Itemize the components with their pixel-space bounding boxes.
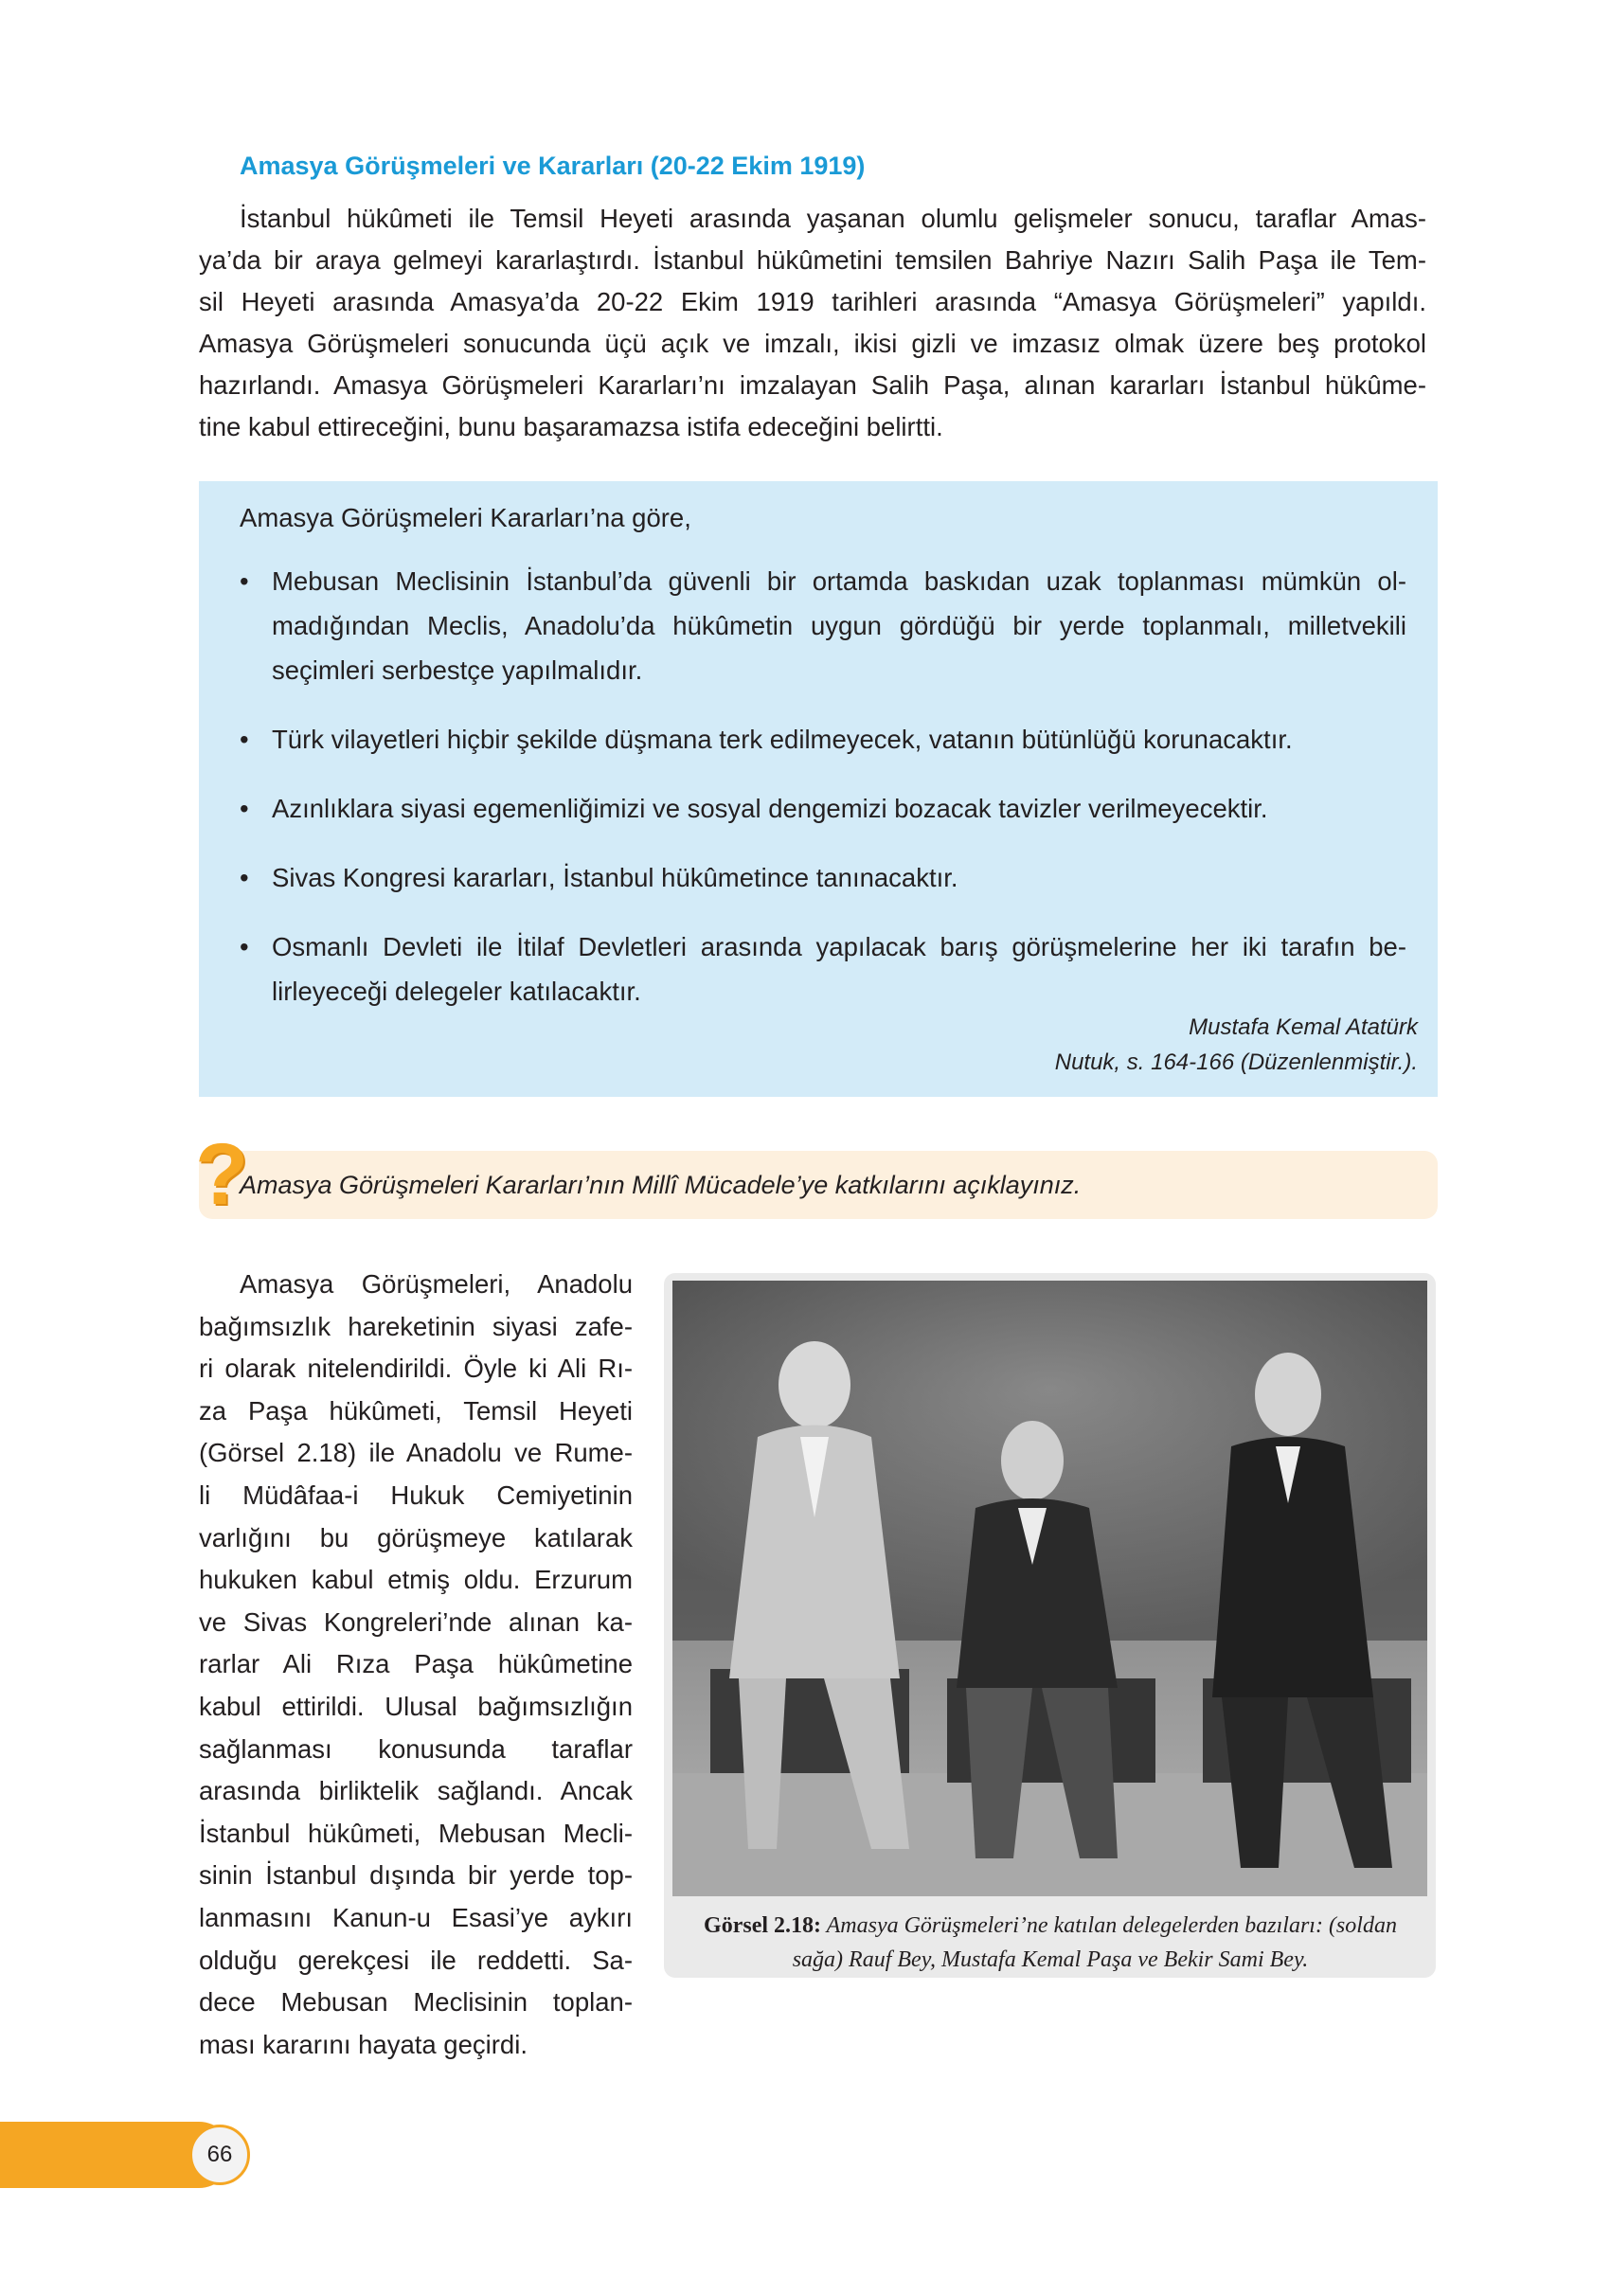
source-author: Mustafa Kemal Atatürk bbox=[1189, 1014, 1418, 1040]
page-number: 66 bbox=[189, 2125, 250, 2185]
decision-item bbox=[240, 855, 1406, 900]
caption-line-1: Amasya Görüşmeleri’ne katılan delegelerden bazıları: (soldan bbox=[826, 1913, 1397, 1938]
side-line: ri olarak nitelendirildi. Öyle ki Ali Rı- bbox=[199, 1354, 633, 1384]
side-line: hukuken kabul etmiş oldu. Erzurum bbox=[199, 1565, 633, 1595]
photo-caption bbox=[680, 1909, 1421, 1977]
side-line: İstanbul hükûmeti, Mebusan Mecli- bbox=[199, 1818, 633, 1848]
photo-illustration bbox=[672, 1281, 1427, 1896]
intro-line: hazırlandı. Amasya Görüşmeleri Kararları’nı imzalayan Salih Paşa, alınan kararları İstanbul hükûme- bbox=[199, 370, 1426, 400]
side-line: varlığını bu görüşmeye katılarak bbox=[199, 1522, 633, 1552]
decision-line: Türk vilayetleri hiçbir şekilde düşmana terk edilmeyecek, vatanın bütünlüğü korunacaktır. bbox=[272, 725, 1293, 754]
side-line: li Müdâfaa-i Hukuk Cemiyetinin bbox=[199, 1480, 633, 1510]
intro-line: Amasya Görüşmeleri sonucunda üçü açık ve imzalı, ikisi gizli ve imzasız olmak üzere beş protokol bbox=[199, 329, 1426, 358]
side-line: dece Mebusan Meclisinin toplan- bbox=[199, 1987, 633, 2018]
side-line: rarlar Ali Rıza Paşa hükûmetine bbox=[199, 1649, 633, 1679]
intro-line: İstanbul hükûmeti ile Temsil Heyeti arasında yaşanan olumlu gelişmeler sonucu, taraflar Amas- bbox=[240, 204, 1426, 233]
bullet-dot: • bbox=[240, 725, 249, 754]
side-line: Amasya Görüşmeleri, Anadolu bbox=[240, 1269, 633, 1299]
question-text: Amasya Görüşmeleri Kararları’nın Millî Mücadele’ye katkılarını açıklayınız. bbox=[240, 1171, 1082, 1199]
source-reference: Nutuk, s. 164-166 (Düzenlenmiştir.). bbox=[1054, 1049, 1418, 1075]
decision-line: madığından Meclis, Anadolu’da hükûmetin uygun gördüğü bir yerde toplanmalı, milletvekili bbox=[272, 611, 1406, 640]
intro-paragraph bbox=[199, 198, 1426, 448]
decision-item bbox=[240, 559, 1406, 692]
side-line: ması kararını hayata geçirdi. bbox=[199, 2029, 528, 2059]
side-line: sinin İstanbul dışında bir yerde top- bbox=[199, 1860, 633, 1891]
side-line: arasında birliktelik sağlandı. Ancak bbox=[199, 1776, 633, 1806]
side-paragraph bbox=[199, 1264, 633, 2066]
decision-line: Azınlıklara siyasi egemenliğimizi ve sosyal dengemizi bozacak tavizler verilmeyecektir. bbox=[272, 794, 1268, 823]
side-line: lanmasını Kanun-u Esasi’ye aykırı bbox=[199, 1902, 633, 1932]
bullet-dot: • bbox=[240, 932, 249, 961]
bullet-dot: • bbox=[240, 863, 249, 892]
side-line: za Paşa hükûmeti, Temsil Heyeti bbox=[199, 1395, 633, 1426]
decision-item bbox=[240, 717, 1406, 762]
side-line: ve Sivas Kongreleri’nde alınan ka- bbox=[199, 1606, 633, 1637]
historical-photo bbox=[672, 1281, 1427, 1896]
question-mark-icon: ? bbox=[195, 1126, 249, 1223]
caption-label: Görsel 2.18: bbox=[704, 1913, 822, 1938]
decisions-list bbox=[240, 559, 1406, 1038]
decision-line: Sivas Kongresi kararları, İstanbul hükûmetince tanınacaktır. bbox=[272, 863, 958, 892]
decision-item bbox=[240, 924, 1406, 1013]
section-heading: Amasya Görüşmeleri ve Kararları (20-22 Ekim 1919) bbox=[240, 152, 866, 180]
intro-line: ya’da bir araya gelmeyi kararlaştırdı. İstanbul hükûmetini temsilen Bahriye Nazırı Salih Paşa ile Tem- bbox=[199, 245, 1426, 275]
bullet-dot: • bbox=[240, 566, 249, 596]
decision-line: Osmanlı Devleti ile İtilaf Devletleri arasında yapılacak barış görüşmelerine her iki tarafın be- bbox=[272, 932, 1406, 961]
decision-line: lirleyeceği delegeler katılacaktır. bbox=[272, 977, 641, 1006]
side-line: (Görsel 2.18) ile Anadolu ve Rume- bbox=[199, 1438, 633, 1468]
decision-line: Mebusan Meclisinin İstanbul’da güvenli bir ortamda baskıdan uzak toplanması mümkün ol- bbox=[272, 566, 1406, 596]
bullet-dot: • bbox=[240, 794, 249, 823]
side-line: bağımsızlık hareketinin siyasi zafe- bbox=[199, 1311, 633, 1341]
decision-line: seçimleri serbestçe yapılmalıdır. bbox=[272, 655, 643, 685]
decisions-intro: Amasya Görüşmeleri Kararları’na göre, bbox=[240, 503, 691, 532]
intro-line: sil Heyeti arasında Amasya’da 20-22 Ekim 1919 tarihleri arasında “Amasya Görüşmeleri” yapıldı. bbox=[199, 287, 1426, 316]
intro-line: tine kabul ettireceğini, bunu başaramazsa istifa edeceğini belirtti. bbox=[199, 412, 943, 441]
caption-line-2: sağa) Rauf Bey, Mustafa Kemal Paşa ve Bekir Sami Bey. bbox=[792, 1947, 1309, 1972]
side-line: olduğu gerekçesi ile reddetti. Sa- bbox=[199, 1945, 633, 1975]
side-line: kabul ettirildi. Ulusal bağımsızlığın bbox=[199, 1691, 633, 1721]
decision-item bbox=[240, 786, 1406, 831]
side-line: sağlanması konusunda taraflar bbox=[199, 1733, 633, 1764]
